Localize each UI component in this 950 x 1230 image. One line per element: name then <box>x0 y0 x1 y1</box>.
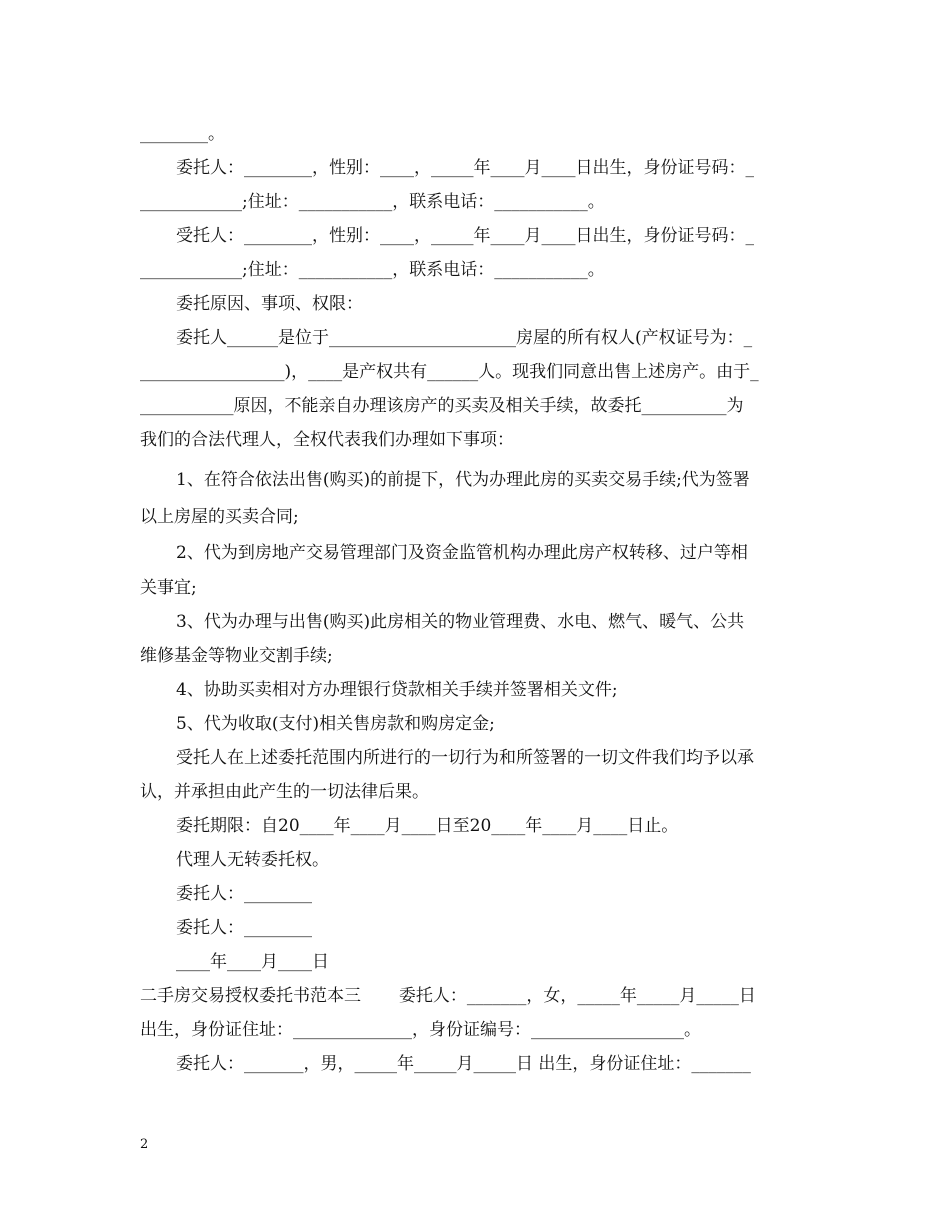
text-line-17: 4、协助买卖相对方办理银行贷款相关手续并签署相关文件; <box>176 680 618 700</box>
text-line-6: 委托原因、事项、权限： <box>176 294 363 314</box>
text-line-11: 1、在符合依法出售(购买)的前提下，代为办理此房的买卖交易手续;代为签署 <box>176 470 750 490</box>
text-line-14: 关事宜; <box>140 578 197 598</box>
text-line-9: ___________原因，不能亲自办理该房产的买卖及相关手续，故委托__________为 <box>140 396 744 416</box>
text-line-10: 我们的合法代理人，全权代表我们办理如下事项： <box>140 430 514 450</box>
text-line-2: 委托人：________，性别：____，_____年____月____日出生，身份证号码：_ <box>176 158 754 178</box>
text-line-15: 3、代为办理与出售(购买)此房相关的物业管理费、水电、燃气、暖气、公共 <box>176 612 745 632</box>
text-line-7: 委托人______是位于______________________房屋的所有权人(产权证号为：_ <box>176 328 753 348</box>
text-line-3: ____________;住址：___________，联系电话：___________。 <box>140 192 605 212</box>
text-line-8: _________________)，____是产权共有______人。现我们同意出售上述房产。由于_ <box>140 362 759 382</box>
text-line-19: 受托人在上述委托范围内所进行的一切行为和所签署的一切文件我们均予以承 <box>176 748 754 768</box>
text-line-18: 5、代为收取(支付)相关售房款和购房定金; <box>176 714 495 734</box>
text-line-13: 2、代为到房地产交易管理部门及资金监管机构办理此房产权转移、过户等相 <box>176 543 748 563</box>
text-line-28: 委托人：_______，男，_____年_____月_____日 出生，身份证住址：_______ <box>176 1054 751 1074</box>
text-line-12: 以上房屋的买卖合同; <box>140 507 299 527</box>
text-line-23: 委托人：________ <box>176 884 312 904</box>
page-number: 2 <box>140 1137 149 1152</box>
text-line-26: 二手房交易授权委托书范本三 委托人：_______，女，_____年_____月_____日 <box>140 986 756 1006</box>
text-line-1: ________。 <box>140 124 225 144</box>
text-line-27: 出生，身份证住址：______________，身份证编号：__________________。 <box>140 1020 701 1040</box>
text-line-16: 维修基金等物业交割手续; <box>140 646 333 666</box>
text-line-4: 受托人：________，性别：____，_____年____月____日出生，身份证号码：_ <box>176 226 754 246</box>
text-line-21: 委托期限：自20____年____月____日至20____年____月____日止。 <box>176 816 679 836</box>
text-line-20: 认，并承担由此产生的一切法律后果。 <box>140 782 429 802</box>
text-line-22: 代理人无转委托权。 <box>176 850 329 870</box>
text-line-24: 委托人：________ <box>176 918 312 938</box>
text-line-5: ____________;住址：___________，联系电话：___________。 <box>140 260 605 280</box>
text-line-25: ____年____月____日 <box>176 952 329 972</box>
